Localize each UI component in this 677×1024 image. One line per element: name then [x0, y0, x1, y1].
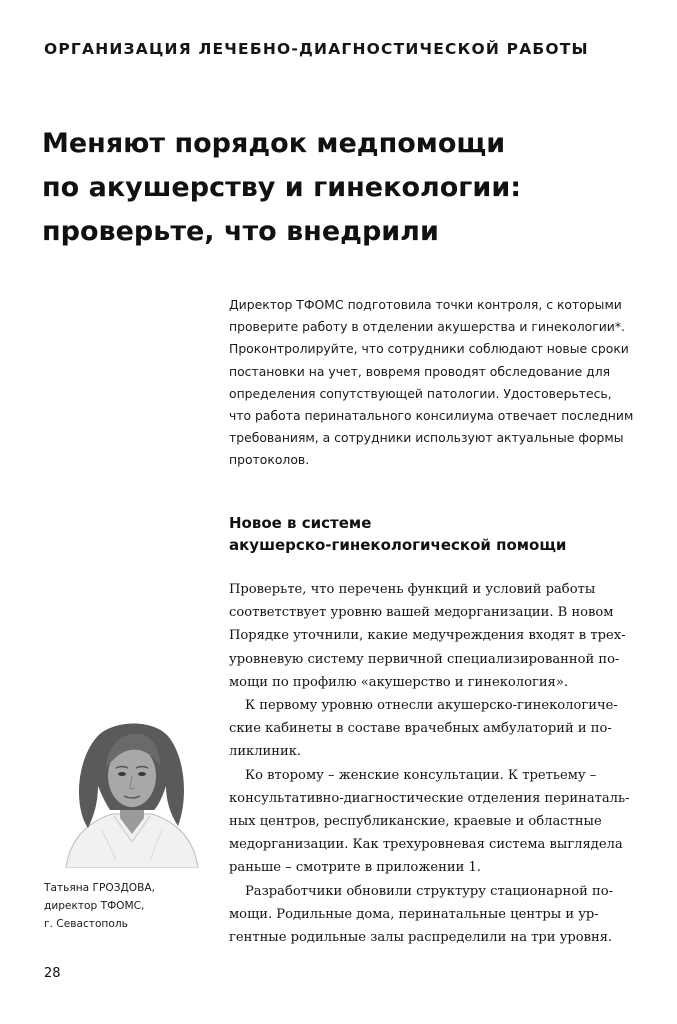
body-line: уровневую систему первичной специализированной по-: [229, 651, 620, 667]
body-line: раньше – смотрите в приложении 1.: [229, 860, 481, 876]
body-line: мощи. Родильные дома, перинатальные центры и ур-: [229, 906, 599, 922]
body-line: ские кабинеты в составе врачебных амбулаторий и по-: [229, 721, 612, 737]
lead-line: Директор ТФОМС подготовила точки контроля, с которыми: [229, 297, 622, 312]
body-line: мощи по профилю «акушерство и гинекология».: [229, 674, 568, 690]
article-title: [42, 122, 602, 254]
body-line: ликлиник.: [229, 744, 302, 760]
body-line: Разработчики обновили структуру стационарной по-: [245, 883, 613, 899]
lead-line: проверите работу в отделении акушерства и гинекологии*.: [229, 319, 625, 335]
caption-line: г. Севастополь: [44, 918, 128, 930]
photo-caption: [44, 879, 155, 933]
body-line: К первому уровню отнесли акушерско-гинекологиче-: [245, 698, 618, 714]
body-line: Ко второму – женские консультации. К третьему –: [245, 767, 597, 783]
lead-line: что работа перинатального консилиума отвечает последним: [229, 408, 634, 424]
lead-line: постановки на учет, вовремя проводят обследование для: [229, 363, 611, 379]
title-line: по акушерству и гинекологии:: [42, 172, 522, 203]
body-line: Проверьте, что перечень функций и условий работы: [229, 582, 596, 597]
body-line: консультативно-диагностические отделения перинаталь-: [229, 790, 630, 806]
section-subheading: [229, 512, 629, 556]
body-text: [229, 578, 643, 949]
lead-line: определения сопутствующей патологии. Удостоверьтесь,: [229, 385, 612, 401]
author-photo: [62, 710, 202, 868]
caption-line: Татьяна ГРОЗДОВА,: [44, 882, 156, 894]
body-line: ных центров, республиканские, краевые и областные: [229, 814, 602, 830]
lead-line: требованиям, а сотрудники используют актуальные формы: [229, 430, 624, 446]
lead-line: Проконтролируйте, что сотрудники соблюдают новые сроки: [229, 341, 629, 357]
body-line: соответствует уровню вашей медорганизации. В новом: [229, 605, 614, 621]
caption-line: директор ТФОМС,: [44, 900, 145, 912]
title-line: Меняют порядок медпомощи: [42, 128, 506, 159]
body-line: медорганизации. Как трехуровневая система выглядела: [229, 837, 623, 853]
page-number: 28: [44, 966, 61, 981]
lead-line: протоколов.: [229, 452, 310, 468]
subheading-line: акушерско-гинекологической помощи: [229, 536, 567, 554]
body-line: гентные родильные залы распределили на три уровня.: [229, 930, 613, 946]
body-line: Порядке уточнили, какие медучреждения входят в трех-: [229, 628, 626, 644]
subheading-line: Новое в системе: [229, 514, 372, 532]
lead-paragraph: [229, 294, 634, 472]
title-line: проверьте, что внедрили: [42, 216, 439, 247]
section-header: ОРГАНИЗАЦИЯ ЛЕЧЕБНО-ДИАГНОСТИЧЕСКОЙ РАБОТЫ: [44, 40, 589, 58]
